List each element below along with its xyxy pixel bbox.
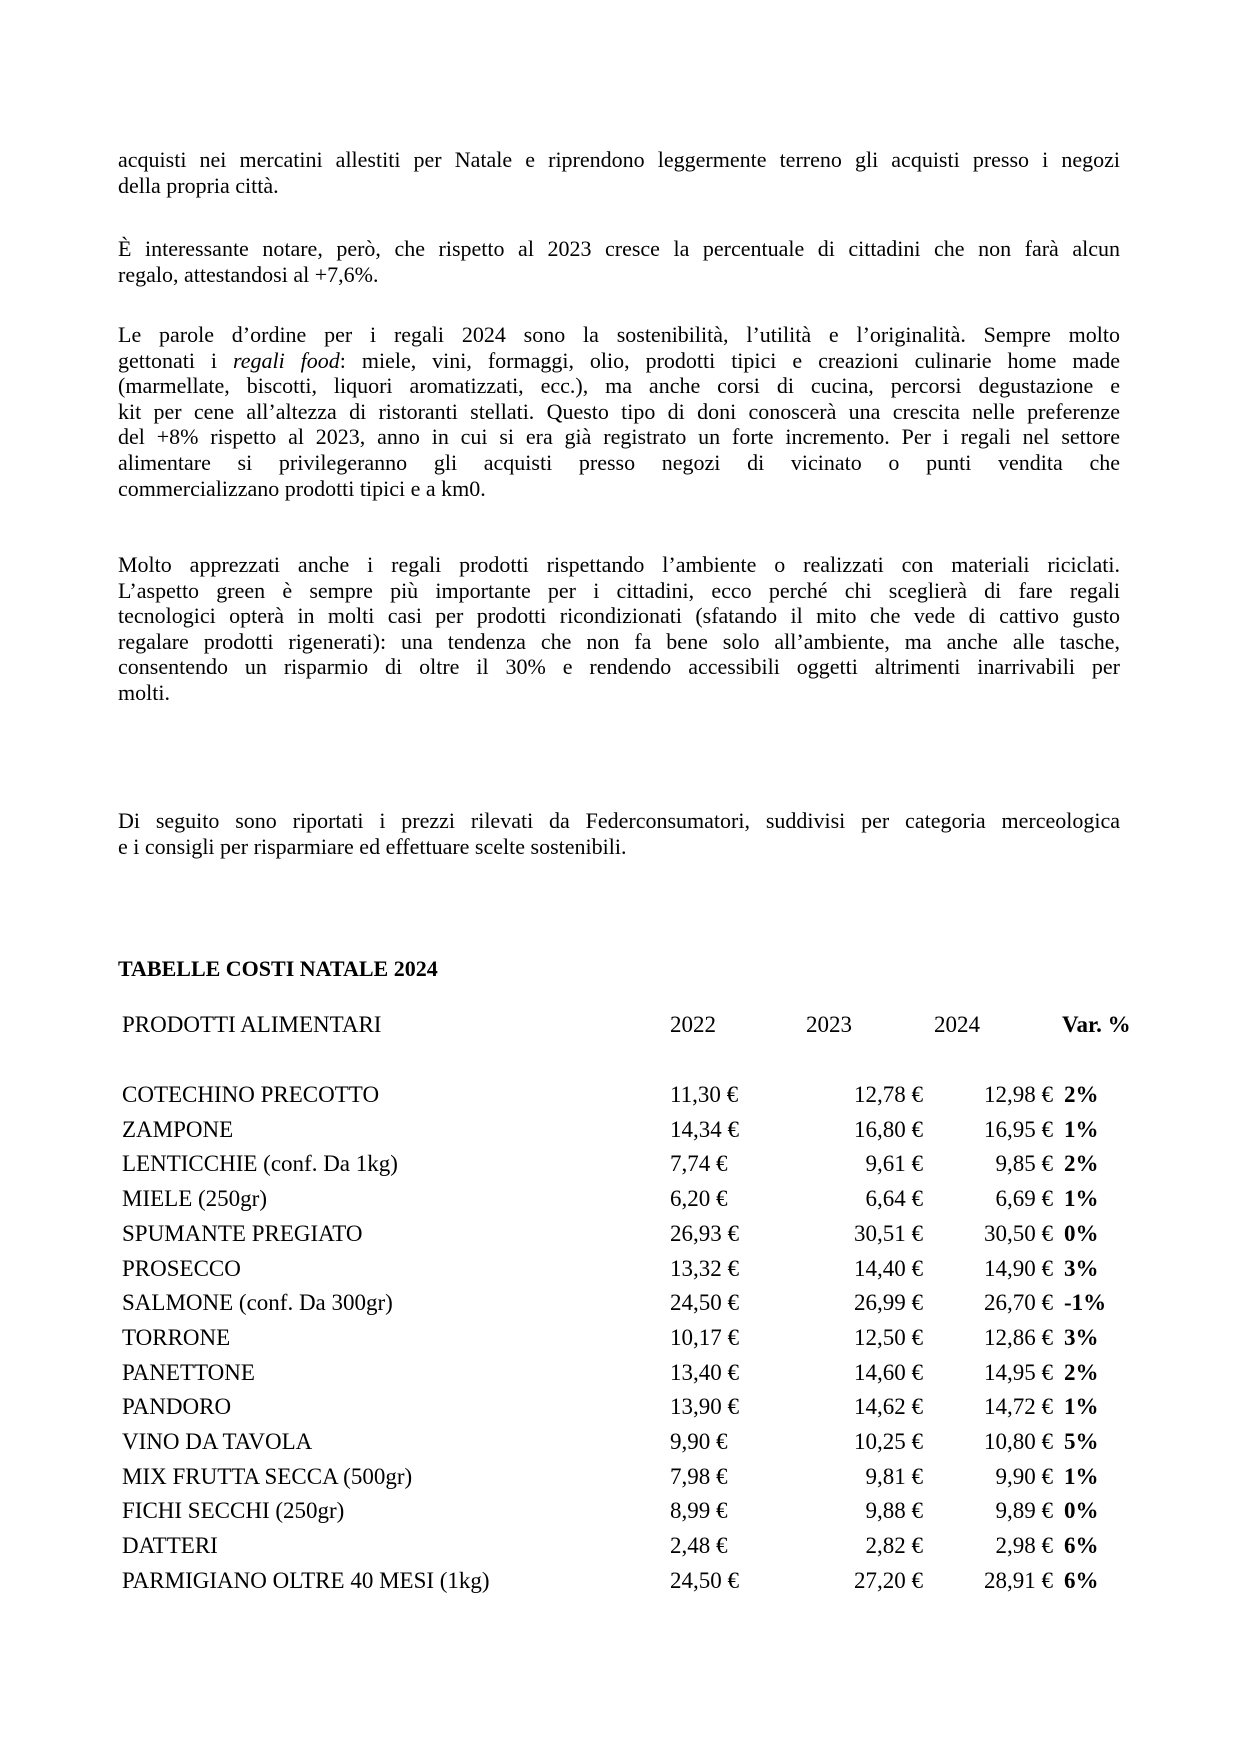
variation-percent: 6% [1064,1568,1099,1593]
header-year-2022: 2022 [670,1012,716,1037]
price-2022: 24,50 € [670,1568,739,1593]
paragraph-text: gettonati i [118,347,233,373]
price-2023: 26,99 € [854,1290,923,1315]
variation-percent: 0% [1064,1498,1099,1523]
price-2023: 9,88 € [865,1498,923,1523]
product-name: PANDORO [122,1394,232,1419]
paragraph-line: e i consigli per risparmiare ed effettuare scelte sostenibili. [118,833,627,859]
price-2023: 30,51 € [854,1221,923,1246]
price-2024: 16,95 € [984,1117,1053,1142]
product-name: VINO DA TAVOLA [122,1429,313,1454]
header-category: PRODOTTI ALIMENTARI [122,1012,382,1037]
paragraph-line: regalo, attestandosi al +7,6%. [118,261,379,287]
price-2023: 6,64 € [865,1186,923,1211]
variation-percent: 3% [1064,1256,1099,1281]
paragraph-line: della propria città. [118,172,279,198]
price-2023: 14,40 € [854,1256,923,1281]
price-2024: 14,95 € [984,1360,1053,1385]
paragraph-nessun-regalo [118,236,1120,287]
price-2024: 30,50 € [984,1221,1053,1246]
paragraph-line: tecnologici opterà in molti casi per prodotti ricondizionati (sfatando il mito che vede di cattivo gusto [118,603,1120,629]
paragraph-line: Le parole d’ordine per i regali 2024 sono la sostenibilità, l’utilità e l’originalità. Sempre molto [118,322,1120,347]
paragraph-line: alimentare si privilegeranno gli acquisti presso negozi di vicinato o punti vendita che [118,449,1120,475]
price-2022: 10,17 € [670,1325,739,1350]
price-2023: 14,62 € [854,1394,923,1419]
product-name: SALMONE (conf. Da 300gr) [122,1290,393,1315]
paragraph-line: commercializzano prodotti tipici e a km0. [118,475,486,501]
variation-percent: 6% [1064,1533,1099,1558]
price-2024: 12,86 € [984,1325,1053,1350]
paragraph-line: Molto apprezzati anche i regali prodotti rispettando l’ambiente o realizzati con materiali riciclati. [118,552,1120,577]
product-name: ZAMPONE [122,1117,234,1142]
price-2024: 9,89 € [995,1498,1053,1523]
price-2023: 12,78 € [854,1082,923,1107]
paragraph-line: L’aspetto green è sempre più importante per i cittadini, ecco perché chi sceglierà di fare regali [118,577,1120,603]
paragraph-line: consentendo un risparmio di oltre il 30% e rendendo accessibili oggetti altrimenti inarrivabili per [118,654,1120,680]
variation-percent: 2% [1064,1360,1099,1385]
product-name: PANETTONE [122,1360,255,1385]
header-year-2023: 2023 [806,1012,852,1037]
price-2024: 12,98 € [984,1082,1053,1107]
price-2022: 7,74 € [670,1151,728,1176]
variation-percent: 2% [1064,1082,1099,1107]
price-2023: 14,60 € [854,1360,923,1385]
price-2022: 8,99 € [670,1498,728,1523]
price-2023: 9,61 € [865,1151,923,1176]
price-2023: 2,82 € [865,1533,923,1558]
paragraph-line: acquisti nei mercatini allestiti per Natale e riprendono leggermente terreno gli acquisti presso i negozi [118,147,1120,172]
product-name: SPUMANTE PREGIATO [122,1221,363,1246]
price-2022: 6,20 € [670,1186,728,1211]
product-name: COTECHINO PRECOTTO [122,1082,380,1107]
product-name: MIELE (250gr) [122,1186,267,1211]
price-2022: 11,30 € [670,1082,739,1107]
price-2024: 9,85 € [995,1151,1053,1176]
variation-percent: 5% [1064,1429,1099,1454]
price-2023: 12,50 € [854,1325,923,1350]
product-name: DATTERI [122,1533,218,1558]
variation-percent: 1% [1064,1117,1099,1142]
variation-percent: 3% [1064,1325,1099,1350]
variation-percent: 1% [1064,1186,1099,1211]
paragraph-text: : miele, vini, formaggi, olio, prodotti tipici e creazioni culinarie home made [339,347,1120,373]
product-name: FICHI SECCHI (250gr) [122,1498,345,1523]
variation-percent: 1% [1064,1464,1099,1489]
price-2024: 26,70 € [984,1290,1053,1315]
paragraph-line: regalare prodotti rigenerati): una tendenza che non fa bene solo all’ambiente, ma anche alle tasche, [118,628,1120,654]
variation-percent: -1% [1064,1290,1107,1315]
paragraph-line: kit per cene all’altezza di ristoranti stellati. Questo tipo di doni conoscerà una crescita nelle preferenze [118,398,1120,424]
price-2024: 14,72 € [984,1394,1053,1419]
paragraph-green [118,552,1120,706]
paragraph-prezzi [118,808,1120,859]
product-name: PROSECCO [122,1256,241,1281]
price-2022: 24,50 € [670,1290,739,1315]
price-2022: 26,93 € [670,1221,739,1246]
price-2024: 28,91 € [984,1568,1053,1593]
paragraph-line: È interessante notare, però, che rispetto al 2023 cresce la percentuale di cittadini che non farà alcun [118,236,1120,261]
price-2022: 13,40 € [670,1360,739,1385]
price-2024: 6,69 € [995,1186,1053,1211]
paragraph-mercatini [118,147,1120,198]
paragraph-line: (marmellate, biscotti, liquori aromatizzati, ecc.), ma anche corsi di cucina, percorsi degustazione e [118,373,1120,399]
price-2024: 10,80 € [984,1429,1053,1454]
product-name: MIX FRUTTA SECCA (500gr) [122,1464,413,1489]
paragraph-regali-food [118,322,1120,501]
price-2023: 10,25 € [854,1429,923,1454]
price-2022: 9,90 € [670,1429,728,1454]
paragraph-line-mixed [118,348,1120,374]
price-2022: 2,48 € [670,1533,728,1558]
header-year-2024: 2024 [934,1012,980,1037]
price-2022: 13,32 € [670,1256,739,1281]
price-2022: 13,90 € [670,1394,739,1419]
price-2023: 9,81 € [865,1464,923,1489]
paragraph-line: del +8% rispetto al 2023, anno in cui si era già registrato un forte incremento. Per i regali nel settore [118,424,1120,450]
product-name: PARMIGIANO OLTRE 40 MESI (1kg) [122,1568,490,1593]
price-2024: 14,90 € [984,1256,1053,1281]
price-2023: 16,80 € [854,1117,923,1142]
product-name: LENTICCHIE (conf. Da 1kg) [122,1151,398,1176]
price-2023: 27,20 € [854,1568,923,1593]
price-2022: 14,34 € [670,1117,739,1142]
price-2022: 7,98 € [670,1464,728,1489]
variation-percent: 0% [1064,1221,1099,1246]
table-title: TABELLE COSTI NATALE 2024 [118,956,438,981]
paragraph-line: molti. [118,679,170,705]
emphasis-regali-food: regali food [232,347,340,373]
paragraph-line: Di seguito sono riportati i prezzi rilevati da Federconsumatori, suddivisi per categoria merceologica [118,808,1120,833]
header-variation: Var. % [1062,1012,1131,1037]
variation-percent: 1% [1064,1394,1099,1419]
price-2024: 9,90 € [995,1464,1053,1489]
product-name: TORRONE [122,1325,231,1350]
price-2024: 2,98 € [995,1533,1053,1558]
variation-percent: 2% [1064,1151,1099,1176]
